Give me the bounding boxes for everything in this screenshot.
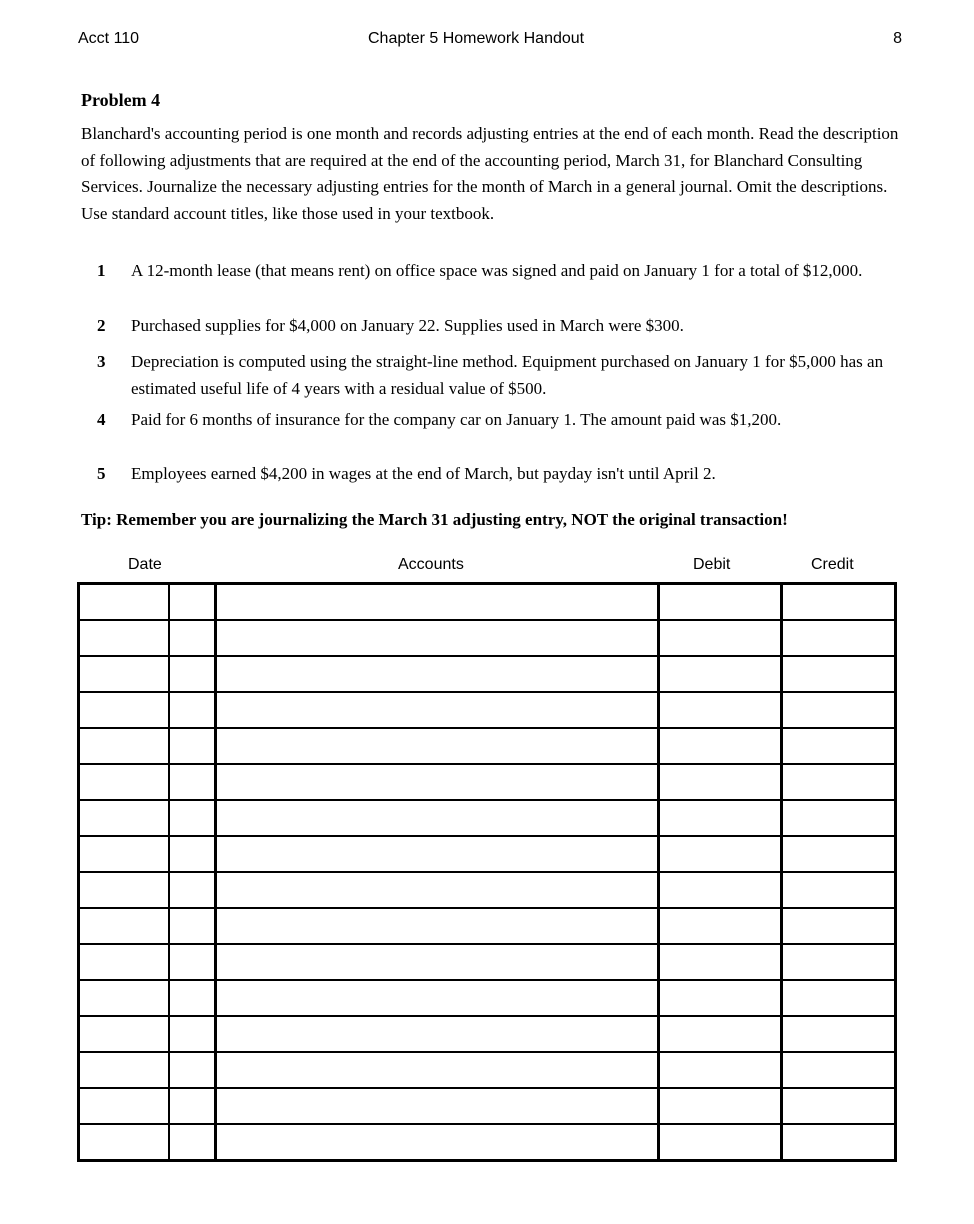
date-month-cell[interactable]: [79, 656, 170, 692]
accounts-cell[interactable]: [216, 800, 659, 836]
journal-row: [79, 620, 896, 656]
date-day-cell[interactable]: [169, 764, 216, 800]
accounts-cell[interactable]: [216, 1052, 659, 1088]
credit-cell[interactable]: [782, 584, 896, 621]
accounts-cell[interactable]: [216, 1124, 659, 1161]
column-header-accounts: Accounts: [398, 556, 464, 573]
credit-cell[interactable]: [782, 836, 896, 872]
date-month-cell[interactable]: [79, 1124, 170, 1161]
accounts-cell[interactable]: [216, 1016, 659, 1052]
debit-cell[interactable]: [659, 944, 782, 980]
debit-cell[interactable]: [659, 872, 782, 908]
date-day-cell[interactable]: [169, 656, 216, 692]
journal-row: [79, 656, 896, 692]
date-month-cell[interactable]: [79, 980, 170, 1016]
accounts-cell[interactable]: [216, 944, 659, 980]
debit-cell[interactable]: [659, 728, 782, 764]
credit-cell[interactable]: [782, 1052, 896, 1088]
debit-cell[interactable]: [659, 1052, 782, 1088]
date-month-cell[interactable]: [79, 620, 170, 656]
journal-row: [79, 872, 896, 908]
journal-row: [79, 1052, 896, 1088]
journal-row: [79, 836, 896, 872]
date-month-cell[interactable]: [79, 1088, 170, 1124]
column-header-debit: Debit: [693, 556, 731, 573]
item-text: A 12-month lease (that means rent) on office space was signed and paid on January 1 for a total of $12,000.: [131, 261, 863, 280]
date-month-cell[interactable]: [79, 944, 170, 980]
item-text: Purchased supplies for $4,000 on January 22. Supplies used in March were $300.: [131, 316, 684, 335]
accounts-cell[interactable]: [216, 872, 659, 908]
debit-cell[interactable]: [659, 692, 782, 728]
journal-row: [79, 944, 896, 980]
credit-cell[interactable]: [782, 944, 896, 980]
item-number: 5: [97, 464, 106, 483]
item-number: 4: [97, 410, 106, 429]
debit-cell[interactable]: [659, 764, 782, 800]
debit-cell[interactable]: [659, 620, 782, 656]
accounts-cell[interactable]: [216, 980, 659, 1016]
accounts-cell[interactable]: [216, 584, 659, 621]
date-day-cell[interactable]: [169, 836, 216, 872]
page-number: 8: [893, 30, 902, 47]
credit-cell[interactable]: [782, 620, 896, 656]
date-month-cell[interactable]: [79, 1052, 170, 1088]
date-month-cell[interactable]: [79, 584, 170, 621]
date-month-cell[interactable]: [79, 872, 170, 908]
debit-cell[interactable]: [659, 980, 782, 1016]
date-day-cell[interactable]: [169, 800, 216, 836]
journal-row: [79, 1088, 896, 1124]
date-month-cell[interactable]: [79, 692, 170, 728]
item-text: Depreciation is computed using the straight-line method. Equipment purchased on January 1 for $5,000 has an estimated useful life of 4 years with a residual value of $500.: [131, 352, 884, 398]
credit-cell[interactable]: [782, 1124, 896, 1161]
journal-row: [79, 764, 896, 800]
column-header-date: Date: [128, 556, 162, 573]
date-day-cell[interactable]: [169, 1088, 216, 1124]
item-number: 2: [97, 316, 106, 335]
adjustment-item-3: [97, 349, 897, 402]
date-day-cell[interactable]: [169, 584, 216, 621]
date-month-cell[interactable]: [79, 728, 170, 764]
credit-cell[interactable]: [782, 728, 896, 764]
accounts-cell[interactable]: [216, 1088, 659, 1124]
problem-intro: Blanchard's accounting period is one month and records adjusting entries at the end of each month. Read the description of following adjustments that are required at the end of the accounting period, March 31, for Blanchard Consulting Services. Journalize the necessary adjusting entries for the month of March in a general journal. Omit the descriptions. Use standard account titles, like those used in your textbook.: [81, 124, 899, 223]
column-header-credit: Credit: [811, 556, 854, 573]
credit-cell[interactable]: [782, 764, 896, 800]
accounts-cell[interactable]: [216, 728, 659, 764]
debit-cell[interactable]: [659, 800, 782, 836]
accounts-cell[interactable]: [216, 908, 659, 944]
credit-cell[interactable]: [782, 800, 896, 836]
accounts-cell[interactable]: [216, 620, 659, 656]
adjustment-item-5: [97, 461, 897, 488]
debit-cell[interactable]: [659, 836, 782, 872]
journal-row: [79, 908, 896, 944]
credit-cell[interactable]: [782, 872, 896, 908]
date-month-cell[interactable]: [79, 836, 170, 872]
date-month-cell[interactable]: [79, 764, 170, 800]
debit-cell[interactable]: [659, 1016, 782, 1052]
general-journal-table: [77, 582, 897, 1162]
date-month-cell[interactable]: [79, 800, 170, 836]
debit-cell[interactable]: [659, 1124, 782, 1161]
accounts-cell[interactable]: [216, 692, 659, 728]
date-day-cell[interactable]: [169, 980, 216, 1016]
accounts-cell[interactable]: [216, 656, 659, 692]
date-day-cell[interactable]: [169, 908, 216, 944]
journal-row: [79, 800, 896, 836]
tip-text: Tip: Remember you are journalizing the March 31 adjusting entry, NOT the original transaction!: [81, 510, 788, 529]
journal-row: [79, 1124, 896, 1161]
debit-cell[interactable]: [659, 656, 782, 692]
journal-row: [79, 980, 896, 1016]
accounts-cell[interactable]: [216, 836, 659, 872]
adjustment-item-1: [97, 258, 897, 285]
problem-title: Problem 4: [81, 90, 161, 110]
item-text: Paid for 6 months of insurance for the company car on January 1. The amount paid was $1,200.: [131, 410, 782, 429]
debit-cell[interactable]: [659, 908, 782, 944]
credit-cell[interactable]: [782, 1016, 896, 1052]
date-day-cell[interactable]: [169, 1124, 216, 1161]
journal-row: [79, 728, 896, 764]
debit-cell[interactable]: [659, 584, 782, 621]
credit-cell[interactable]: [782, 656, 896, 692]
journal-row: [79, 584, 896, 621]
journal-row: [79, 1016, 896, 1052]
item-text: Employees earned $4,200 in wages at the end of March, but payday isn't until April 2.: [131, 464, 716, 483]
item-number: 3: [97, 352, 106, 371]
header-title: Chapter 5 Homework Handout: [368, 30, 585, 47]
credit-cell[interactable]: [782, 908, 896, 944]
date-day-cell[interactable]: [169, 872, 216, 908]
adjustment-item-4: [97, 407, 897, 434]
date-day-cell[interactable]: [169, 692, 216, 728]
date-day-cell[interactable]: [169, 944, 216, 980]
date-month-cell[interactable]: [79, 908, 170, 944]
item-number: 1: [97, 261, 106, 280]
credit-cell[interactable]: [782, 692, 896, 728]
credit-cell[interactable]: [782, 980, 896, 1016]
date-day-cell[interactable]: [169, 1052, 216, 1088]
journal-row: [79, 692, 896, 728]
header-course: Acct 110: [78, 30, 140, 47]
date-month-cell[interactable]: [79, 1016, 170, 1052]
date-day-cell[interactable]: [169, 728, 216, 764]
credit-cell[interactable]: [782, 1088, 896, 1124]
date-day-cell[interactable]: [169, 620, 216, 656]
date-day-cell[interactable]: [169, 1016, 216, 1052]
debit-cell[interactable]: [659, 1088, 782, 1124]
accounts-cell[interactable]: [216, 764, 659, 800]
adjustment-item-2: [97, 313, 897, 340]
